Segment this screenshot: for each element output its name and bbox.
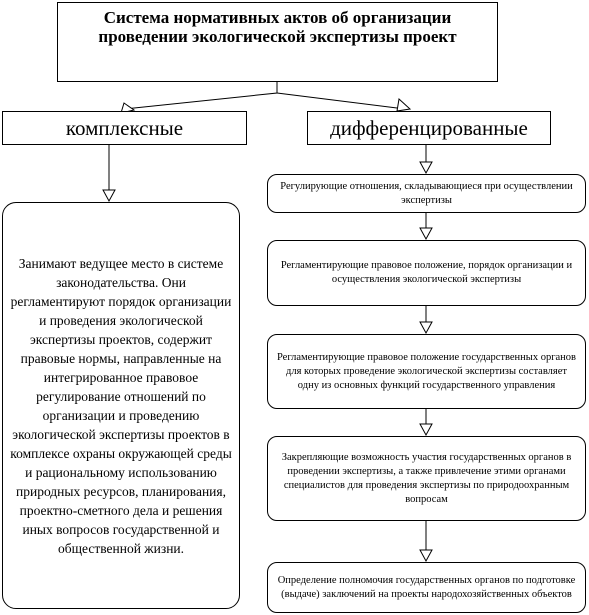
differentiated-branch-label: дифференцированные	[330, 115, 528, 140]
differentiated-item-text: Регламентирующие правовое положение государственных органов для которых проведение экологической экспертизы составляет одну из основных функций государственного управления	[276, 351, 577, 391]
arrowhead-r4	[420, 424, 432, 435]
differentiated-branch-box	[307, 111, 551, 145]
arrowhead-desc	[103, 190, 115, 201]
arrowhead-r1	[420, 162, 432, 173]
title-box	[57, 2, 498, 82]
differentiated-item-3	[267, 334, 586, 409]
complex-description-box	[2, 202, 240, 609]
diagram-title: Система нормативных актов об организации проведении экологической экспертизы проект	[98, 8, 457, 46]
differentiated-item-5	[267, 562, 586, 613]
complex-description-text: Занимают ведущее место в системе законодательства. Они регламентируют порядок организации и проведения экологической экспертизы проектов, содержит правовые нормы, направленные на интегрированное правовое регулирование отношений по организации и проведению экологической экспертизы проектов в комплексе охраны окружающей среды и рациональному использованию природных ресурсов, планирования, проектно-сметного дела и решения иных вопросов государственной и общественной жизни.	[10, 255, 232, 556]
differentiated-item-text: Определение полномочия государственных органов по подготовке (выдаче) заключений на проекты народохозяйственных объектов	[277, 574, 576, 600]
arrow-title-to-diff	[277, 93, 405, 109]
differentiated-item-2	[267, 240, 586, 306]
differentiated-item-4	[267, 436, 586, 521]
complex-branch-label: комплексные	[65, 115, 184, 140]
arrow-title-to-complex	[125, 82, 277, 109]
differentiated-item-text: Закрепляющие возможность участия государственных органов в проведении экспертизы, а также привлечение этими органами специалистов для проведения экспертизы по природоохранным вопросам	[281, 451, 572, 505]
differentiated-item-1	[267, 174, 586, 213]
arrowhead-r3	[420, 322, 432, 333]
complex-branch-box	[2, 111, 247, 145]
arrowhead-r2	[420, 228, 432, 239]
arrowhead-r5	[420, 550, 432, 561]
differentiated-item-text: Регулирующие отношения, складывающиеся при осуществлении экспертизы	[280, 180, 573, 206]
differentiated-item-text: Регламентирующие правовое положение, порядок организации и осуществления экологической экспертизы	[280, 260, 573, 285]
arrowhead-diff	[397, 99, 410, 111]
